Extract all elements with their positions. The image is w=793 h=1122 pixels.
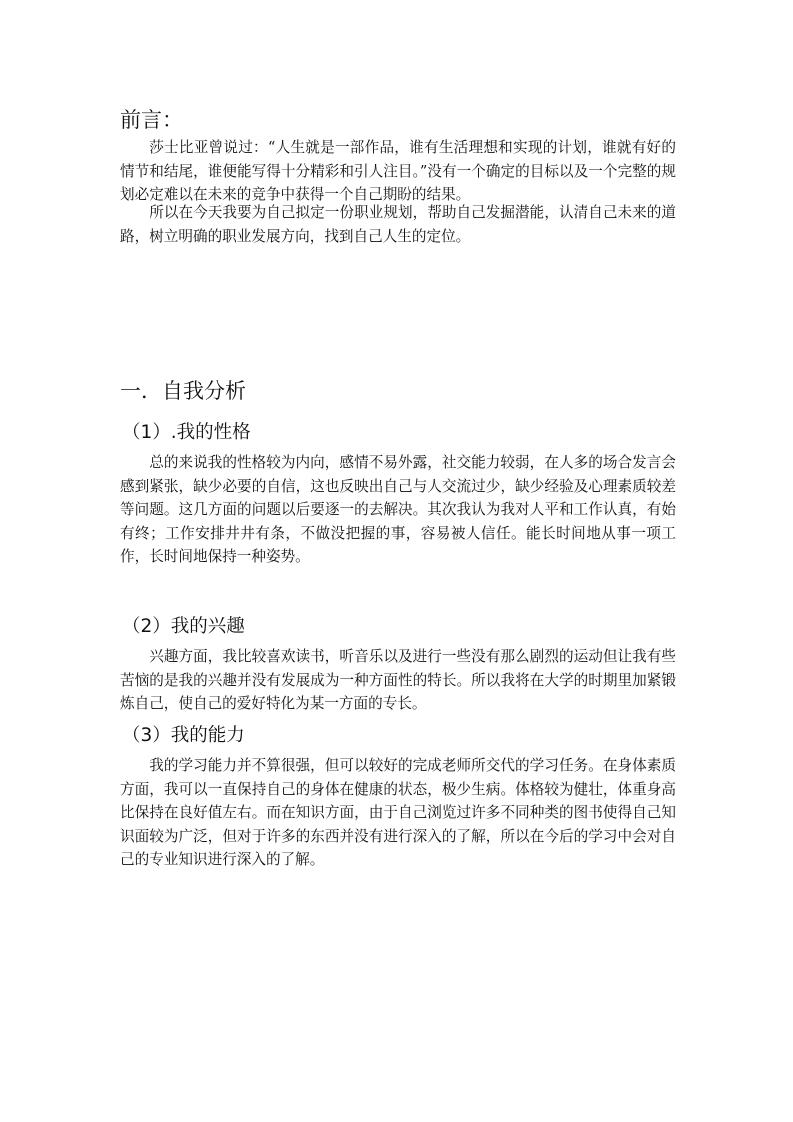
paragraph-abilities: 我的学习能力并不算很强，但可以较好的完成老师所交代的学习任务。在身体素质方面，我可以一直保持自己的身体在健康的状态，极少生病。体格较为健壮，体重身高比保持在良好值左右。而在知识方面，由于自己浏览过许多不同种类的图书使得自己知识面较为广泛，但对于许多的东西并没有进行深入的了解，所以在今后的学习中会对自己的专业知识进行深入的了解。 xyxy=(120,757,676,868)
section-heading-self-analysis: 一．自我分析 xyxy=(120,379,246,403)
subheading-personality: （1）.我的性格 xyxy=(122,422,251,443)
subheading-abilities: （3）我的能力 xyxy=(122,725,245,746)
paragraph-personality: 总的来说我的性格较为内向，感情不易外露，社交能力较弱，在人多的场合发言会感到紧张，缺少必要的自信，这也反映出自己与人交流过少，缺少经验及心理素质较差等问题。这几方面的问题以后要逐一的去解决。其次我认为我对人平和工作认真，有始有终；工作安排井井有条，不做没把握的事，容易被人信任。能长时间地从事一项工作，长时间地保持一种姿势。 xyxy=(120,454,676,565)
preface-paragraph-quote: 莎士比亚曾说过：“人生就是一部作品，谁有生活理想和实现的计划，谁就有好的情节和结尾，谁便能写得十分精彩和引人注目。”没有一个确定的目标以及一个完整的规划必定难以在未来的竞争中获得一个自己期盼的结果。 xyxy=(120,139,676,203)
paragraph-interests: 兴趣方面，我比较喜欢读书，听音乐以及进行一些没有那么剧烈的运动但让我有些苦恼的是我的兴趣并没有发展成为一种方面性的特长。所以我将在大学的时期里加紧锻炼自己，使自己的爱好特化为某一方面的专长。 xyxy=(120,648,676,712)
preface-paragraph-plan: 所以在今天我要为自己拟定一份职业规划，帮助自己发掘潜能，认清自己未来的道路，树立明确的职业发展方向，找到自己人生的定位。 xyxy=(120,204,676,245)
subheading-interests: （2）我的兴趣 xyxy=(122,616,245,637)
preface-heading: 前言： xyxy=(120,108,183,132)
